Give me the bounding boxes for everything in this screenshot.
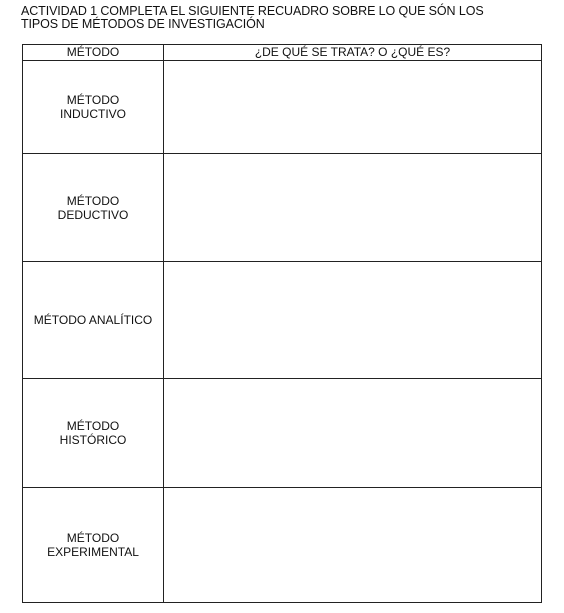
method-experimental-cell	[23, 488, 164, 603]
method-name-line: INDUCTIVO	[60, 107, 126, 121]
instructions-line-1: ACTIVIDAD 1 COMPLETA EL SIGUIENTE RECUADRO SOBRE LO QUE SÓN LOS	[21, 4, 484, 18]
table-header-row	[23, 45, 542, 61]
method-deductive-cell	[23, 154, 164, 262]
method-inductive-cell	[23, 61, 164, 154]
header-description: ¿DE QUÉ SE TRATA? O ¿QUÉ ES?	[164, 45, 542, 61]
method-name-line: MÉTODO	[66, 419, 120, 433]
method-name-line: EXPERIMENTAL	[47, 545, 139, 559]
method-name-line: MÉTODO	[66, 531, 120, 545]
method-name-line: HISTÓRICO	[59, 433, 127, 447]
table-row	[23, 154, 542, 262]
description-answer-cell[interactable]	[164, 262, 542, 379]
header-method: MÉTODO	[23, 45, 164, 61]
instructions-line-2: TIPOS DE MÉTODOS DE INVESTIGACIÓN	[21, 17, 265, 31]
table-row	[23, 262, 542, 379]
method-analytic-cell	[23, 262, 164, 379]
methods-worksheet-table	[22, 44, 542, 603]
method-name-line: MÉTODO ANALÍTICO	[33, 313, 153, 327]
description-answer-cell[interactable]	[164, 488, 542, 603]
table-row	[23, 488, 542, 603]
description-answer-cell[interactable]	[164, 61, 542, 154]
description-answer-cell[interactable]	[164, 154, 542, 262]
method-name-line: MÉTODO	[66, 93, 120, 107]
method-name-line: MÉTODO	[66, 193, 120, 208]
method-name-line: DEDUCTIVO	[57, 207, 129, 222]
activity-instructions	[21, 5, 541, 31]
table-row	[23, 379, 542, 488]
table-row	[23, 61, 542, 154]
description-answer-cell[interactable]	[164, 379, 542, 488]
method-historical-cell	[23, 379, 164, 488]
